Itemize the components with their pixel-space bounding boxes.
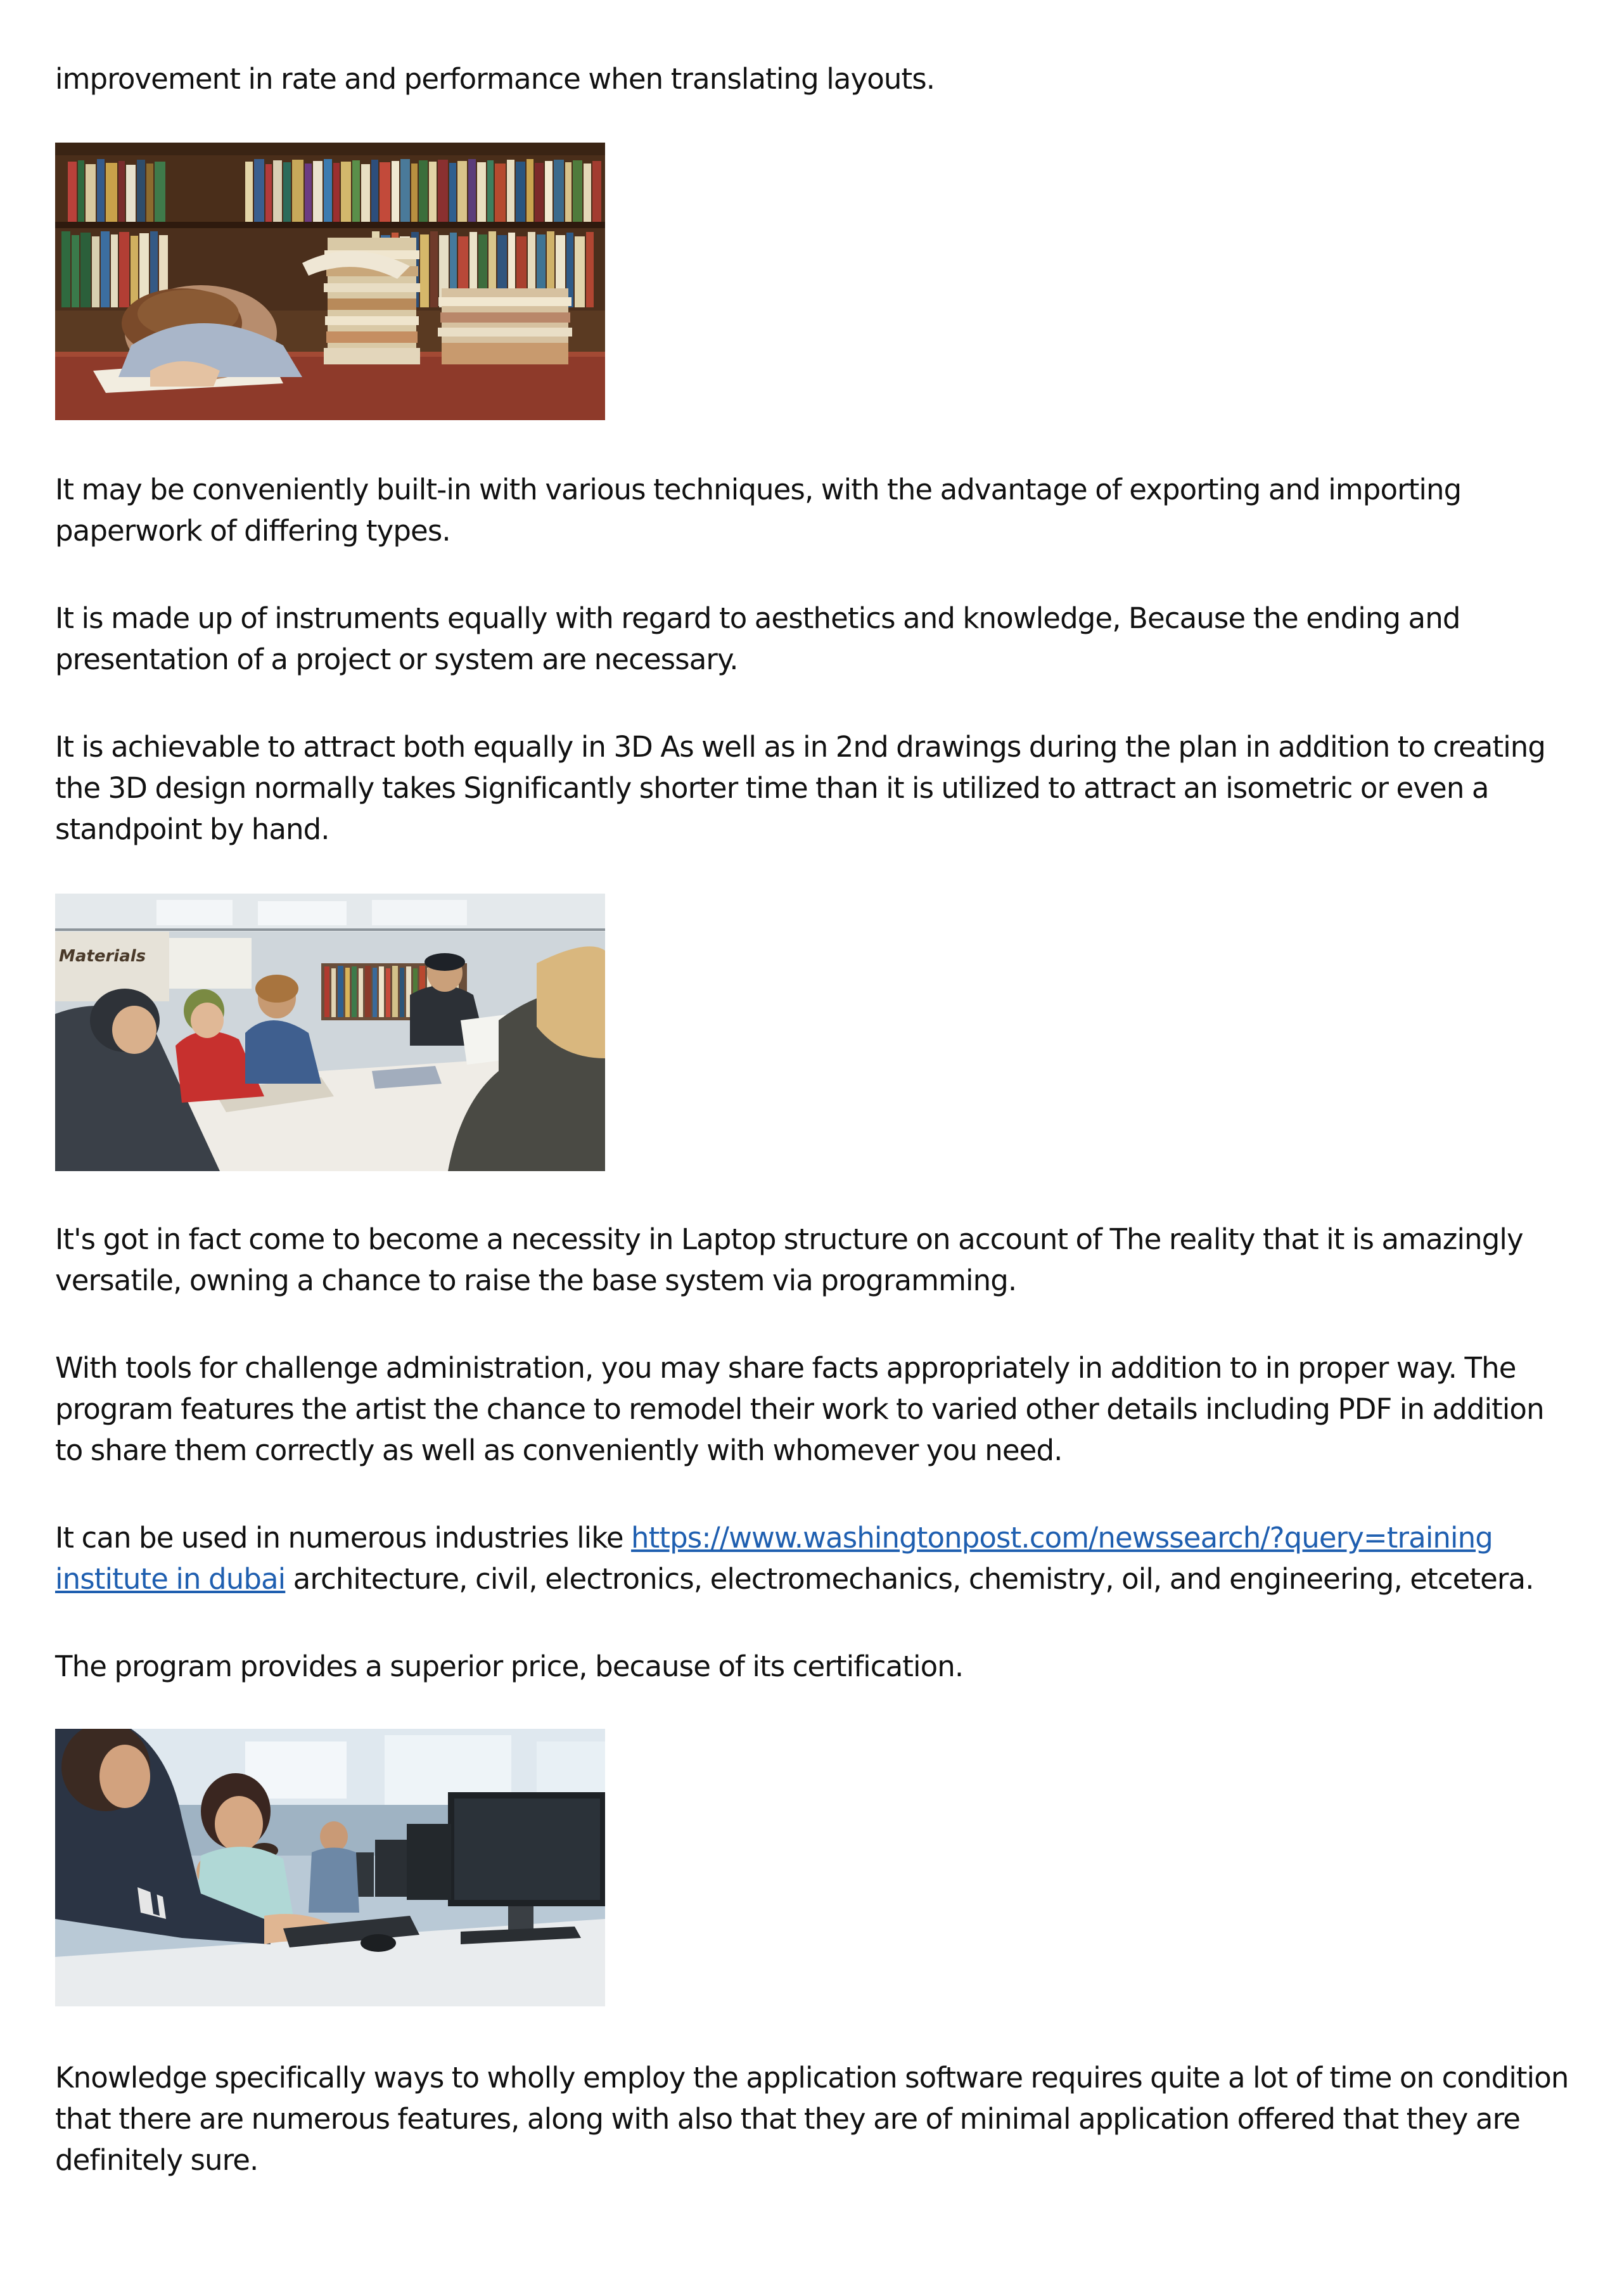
paragraph: With tools for challenge administration, you may share facts appropriately in addition to in proper way. The program features the artist the chance to remodel their work to varied other details including PDF in addition to share them correctly as well as conveniently with whomever you need. bbox=[55, 1351, 1544, 1467]
paragraph: It is made up of instruments equally with regard to aesthetics and knowledge, Because the ending and presentation of a project or system are necessary. bbox=[55, 601, 1460, 676]
paragraph: It may be conveniently built-in with various techniques, with the advantage of exporting and importing paperwork of differing types. bbox=[55, 473, 1462, 548]
paragraph-text: architecture, civil, electronics, electromechanics, chemistry, oil, and engineering, etcetera. bbox=[285, 1562, 1534, 1596]
washingtonpost-search-link[interactable]: https://www.washingtonpost.com/newssearch/?query=training institute in dubai bbox=[55, 1521, 1493, 1596]
paragraph: It is achievable to attract both equally in 3D As well as in 2nd drawings during the plan in addition to creating the 3D design normally takes Significantly shorter time than it is utilized to attract an isometric or even a standpoint by hand. bbox=[55, 730, 1546, 846]
paragraph-text: It can be used in numerous industries like bbox=[55, 1521, 632, 1555]
paragraph: Knowledge specifically ways to wholly employ the application software requires quite a lot of time on condition that there are numerous features, along with also that they are of minimal application offered that they are definitely sure. bbox=[55, 2061, 1569, 2177]
materials-sign-text: Materials bbox=[59, 947, 146, 966]
computer-lab-image bbox=[55, 1729, 605, 2006]
paragraph: It's got in fact come to become a necessity in Laptop structure on account of The reality that it is amazingly versatile, owning a chance to raise the base system via programming. bbox=[55, 1222, 1523, 1297]
students-drawing-image bbox=[55, 894, 605, 1171]
library-student-sleeping-image bbox=[55, 143, 605, 420]
paragraph: The program provides a superior price, because of its certification. bbox=[55, 1650, 964, 1683]
paragraph-with-link bbox=[55, 1517, 1576, 1600]
paragraph: improvement in rate and performance when translating layouts. bbox=[55, 62, 935, 96]
